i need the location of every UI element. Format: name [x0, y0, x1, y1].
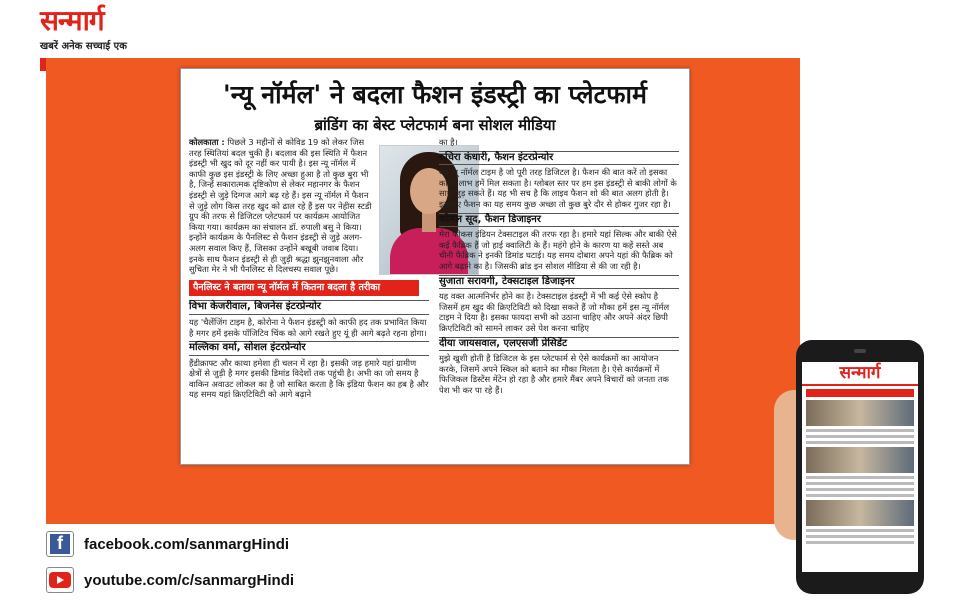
continued-text: का है।	[439, 137, 458, 147]
logo-wordmark: सन्मार्ग	[40, 4, 104, 37]
phone-masthead: सन्मार्ग	[802, 362, 918, 386]
quote-text: यह 'चैलेंजिंग टाइम है, कोरोना ने फैशन इंडस्ट्री को काफी हद तक प्रभावित किया है मगर हमें इसके पॉजिटिव चिंक को आगे रखते हुए यूं ही आगे बढ़ते रहना होगा।	[189, 316, 427, 338]
quote-name: रुचिरा कंधारी, फैशन इंटरप्रेन्योर	[439, 151, 679, 166]
intro-paragraph	[189, 137, 375, 275]
quote-text: हैंडीक्राफ्ट और काथा हमेशा ही चलन में रहा है। इसकी जड़ हमारे यहां ग्रामीण क्षेत्रों से जुड़ी है मगर इसकी डिमांड विदेशों तक पहुंची है। अभी का जो समय है वाकिन अवाउट लोकल का है जो साबित करता है कि इंडिया फैशन का हब है और यह समय यहां क्रिएटिविटी को आगे बढ़ाने	[189, 357, 429, 400]
quote-name: कोमल सूद, फैशन डिजाइनर	[439, 213, 679, 228]
youtube-link-row[interactable]	[46, 566, 446, 594]
article-headline: 'न्यू नॉर्मल' ने बदला फैशन इंडस्ट्री का प्लेटफार्म	[223, 80, 647, 109]
quote-text: मुझे खुशी होती है डिजिटल के इस प्लेटफार्म से ऐसे कार्यक्रमों का आयोजन करके, जिसमें अपने स्किल को बताने का मौका मिलता है। ऐसे कार्यक्रमों में फिजिकल डिस्टेंस मेंटेन हो रहा है और हमारे मैंबर अपने विचारों को जनता तक पेश भी कर पा रहे हैं।	[439, 353, 669, 395]
phone-speaker	[854, 349, 866, 353]
quote-text: यह न्यू नॉर्मल टाइम है जो पूरी तरह डिजिटल है। फैशन की बात करें तो इसका काफी लाभ हमें मिल सकता है। ग्लोबल स्तर पर हम इस इंडस्ट्री से बाकी लोगों के साथ जुड़ सकते हैं। यह भी सच है कि लाइव फैशन शो की बात अलग होती है। इसलिए फैशन का यह समय कुछ अच्छा तो कुछ बुरे दौर से होकर गुजर रहा है।	[439, 167, 677, 209]
facebook-icon: f	[46, 531, 74, 557]
newspaper-clipping	[180, 68, 690, 465]
quote-name: विभा केजरीवाल, बिजनेस इंटरप्रेन्योर	[189, 300, 429, 315]
facebook-url[interactable]: facebook.com/sanmargHindi	[84, 535, 290, 553]
quote-text: यह वक्त आत्मनिर्भर होने का है। टेक्सटाइल इंडस्ट्री में भी कई ऐसे स्कोप है जिसमें हम खुद की क्रिएटिविटी को दिखा सकते हैं जो मौका हमें इस न्यू नॉर्मल टाइम ने दिया है। इसका फायदा सभी को उठाना चाहिए और अपने अंदर छिपी क्रिएटिविटी को सामने लाकर उसे पेश करना चाहिए	[439, 291, 670, 333]
phone-screen	[802, 362, 918, 572]
quote-text: मेरा फोकस इंडियन टेक्सटाइल की तरफ रहा है। हमारे यहां सिल्क और बाकी ऐसे कई फैब्रिक हैं जो हाई क्वालिटी के हैं। महंगे होने के कारण या कहें सस्ते अब चीनी फैब्रिक ने इनकी डिमांड घटाई। यह समय दोबारा अपने यहां की फैब्रिक को आगे बढ़ाने का है। जिसकी ब्रांड इन सोशल मीडिया से की जा रही है।	[439, 229, 677, 271]
article-right-column	[439, 137, 679, 395]
article-subheadline: ब्रांडिंग का बेस्ट प्लेटफार्म बना सोशल मीडिया	[314, 116, 556, 134]
quote-name: मल्लिका वर्मा, सोशल इंटरप्रेन्योर	[189, 341, 429, 356]
facebook-link-row[interactable]	[46, 530, 446, 558]
intro-text: पिछले 3 महीनों से कोविड 19 को लेकर जिस तरह स्थितियां बदल चुकी हैं। बदलाव की इस स्थिति में फैशन इंडस्ट्री भी खुद को दूर नहीं कर पायी है। इस न्यू नॉर्मल में काफी कुछ इस इंडस्ट्री के लिए अच्छा हुआ है तो कुछ बुरा भी है, जिन्हें सकारात्मक दृष्टिकोण से लेकर महानगर के फैशन इंडस्ट्री से जुड़े दिग्गज आगे बढ़ रहे हैं। इस न्यू नॉर्मल में फैशन से जुड़े लोग किस तरह खुद को ढाल रहे हैं इस पर नेहीस स्टडी ग्रुप की तरफ से डिजिटल प्लेटफार्म पर कार्यक्रम आयोजित किया गया। कार्यक्रम का संचालन डॉ. रुपाली बसु ने किया। इन्होंने कार्यक्रम के पैनलिस्ट से फैशन इंडस्ट्री से जुड़े अलग-अलग सवाल किए हैं, जिसका उन्होंने बखूबी जवाब दिया। इनके साथ फैशन इंडस्ट्री से ही जुड़ी श्रद्धा झुनझुनवाला और सुचिता मेर ने भी पैनलिस्ट से दिलचस्प सवाल पूछे।	[189, 137, 372, 275]
panelist-band: पैनलिस्ट ने बताया न्यू नॉर्मल में कितना बदला है तरीका	[189, 280, 419, 297]
logo-tagline: खबरें अनेक सच्चाई एक	[40, 41, 127, 52]
dateline: कोलकाता :	[189, 137, 225, 147]
quote-name: सुजाता सरावगी, टेक्सटाइल डिजाइनर	[439, 275, 679, 290]
youtube-url[interactable]: youtube.com/c/sanmargHindi	[84, 571, 295, 589]
youtube-icon	[46, 567, 74, 593]
quote-name: दीया जायसवाल, एलएसजी प्रेसिडेंट	[439, 337, 679, 352]
smartphone	[796, 340, 924, 594]
